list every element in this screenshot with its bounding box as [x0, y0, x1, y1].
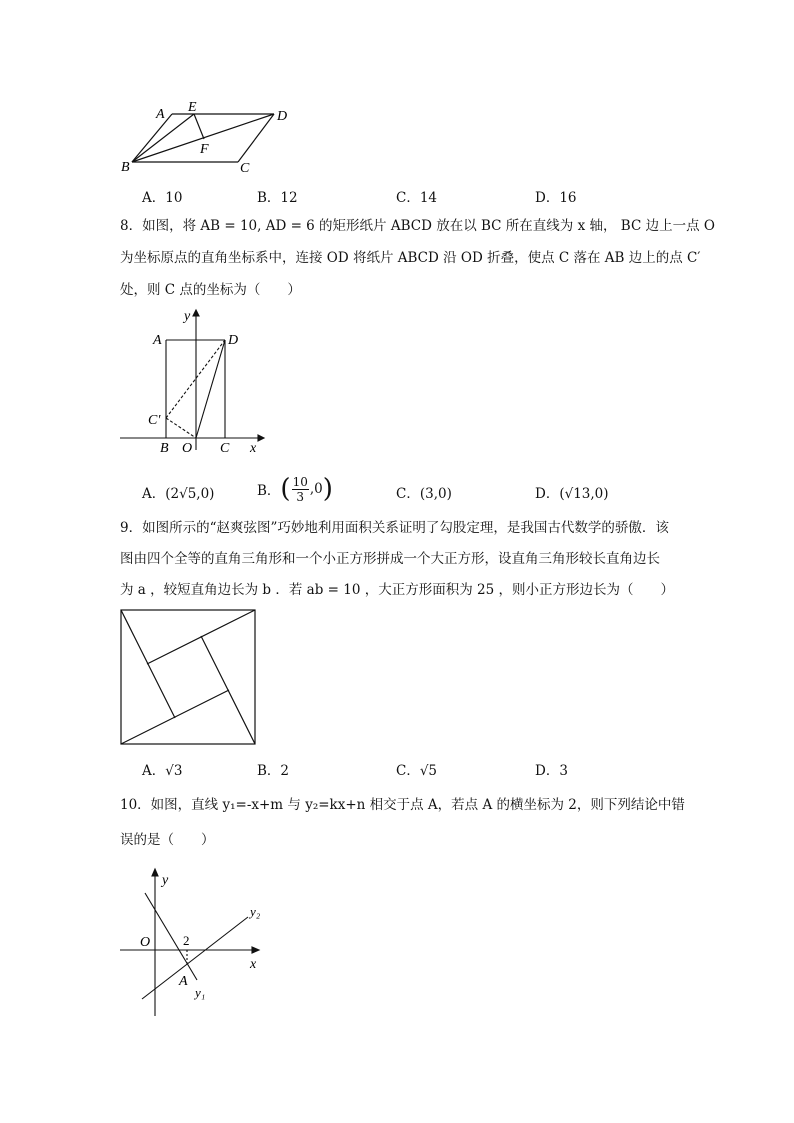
q8-label-x: x: [250, 441, 257, 455]
q8-option-d[interactable]: [535, 482, 609, 502]
q8-option-b-letter: B．: [257, 483, 281, 499]
q8-label-y: y: [184, 309, 191, 324]
q9-stem-line2: 图由四个全等的直角三角形和一个小正方形拼成一个大正方形，设直角三角形较长直角边长: [120, 551, 660, 567]
q8-label-Cprime: C′: [148, 413, 161, 428]
q9-option-d[interactable]: D．3: [535, 763, 568, 779]
q10-label-A: A: [179, 974, 188, 989]
q9-option-b[interactable]: B．2: [257, 763, 290, 779]
q7-label-C: C: [240, 161, 250, 175]
q8-y-arrow: [193, 310, 199, 316]
q10-y-arrow: [152, 869, 158, 876]
q7-label-B: B: [121, 160, 130, 175]
q7-option-c[interactable]: C．14: [396, 190, 438, 206]
q8-option-a[interactable]: [142, 482, 214, 502]
q9-line-4: [147, 610, 255, 664]
q10-x-arrow: [252, 947, 259, 953]
q8-dashed-CprimeO: [166, 418, 196, 438]
q10-figure: [115, 862, 275, 1022]
q9-line-3: [201, 636, 255, 744]
q7-option-b[interactable]: B．12: [257, 190, 298, 206]
q8-stem-line1: 8．如图，将 AB = 10, AD = 6 的矩形纸片 ABCD 放在以 BC 所在直线为 x 轴， BC 边上一点 O: [120, 218, 715, 234]
q10-label-y: y: [162, 873, 169, 888]
q9-option-c[interactable]: C．√5: [396, 763, 438, 779]
q7-side-DC: [238, 114, 274, 162]
q7-label-F: F: [200, 142, 209, 157]
q8-option-a-letter: A．: [142, 486, 166, 502]
q8-option-d-letter: D．: [535, 486, 560, 502]
q10-label-2: 2: [183, 933, 190, 948]
q10-label-x: x: [250, 957, 257, 972]
q8-x-arrow: [258, 435, 264, 441]
q7-option-a[interactable]: A．10: [142, 190, 183, 206]
q8-label-C: C: [220, 441, 230, 455]
q8-label-D: D: [228, 333, 239, 348]
q8-stem-line2: 为坐标原点的直角坐标系中，连接 OD 将纸片 ABCD 沿 OD 折叠，使点 C 落在 AB 边上的点 C′: [120, 250, 701, 266]
q10-label-y1: y₁: [195, 985, 206, 1000]
q8-option-c-value: (3,0): [419, 486, 452, 502]
q10-label-O: O: [140, 935, 151, 950]
q8-label-B: B: [160, 441, 169, 455]
q10-stem-line1: 10．如图，直线 y₁=-x+m 与 y₂=kx+n 相交于点 A，若点 A 的横坐标为 2，则下列结论中错: [120, 797, 685, 813]
q9-outer-square: [121, 610, 255, 744]
q7-figure: [110, 95, 300, 175]
q9-line-2: [121, 690, 229, 744]
q7-segment-EF: [194, 114, 204, 139]
q8-figure: [115, 305, 270, 455]
q8-label-O: O: [182, 441, 193, 455]
q7-option-d[interactable]: D．16: [535, 190, 577, 206]
q7-label-E: E: [188, 100, 197, 115]
q8-option-b-tail: ,0: [309, 481, 323, 497]
q9-stem-line1: 9．如图所示的“赵爽弦图”巧妙地利用面积关系证明了勾股定理，是我国古代数学的骄傲．该: [120, 520, 669, 536]
q8-option-a-value: (2√5,0): [165, 486, 215, 502]
q10-label-y2: y₂: [250, 904, 261, 919]
q8-option-b-open-paren: (: [280, 474, 291, 504]
q8-option-d-value: (√13,0): [559, 486, 609, 502]
q8-segment-OD: [196, 340, 225, 438]
q8-option-b-numerator: 10: [292, 474, 308, 489]
q7-label-A: A: [156, 107, 165, 122]
q8-option-b-close-paren: ): [322, 474, 333, 504]
q9-figure: [117, 606, 259, 748]
q8-stem-line3: 处，则 C 点的坐标为（ ）: [120, 282, 301, 298]
q9-stem-line3: 为 a ，较短直角边长为 b ．若 ab = 10 ，大正方形面积为 25 ，则小正方形边长为（ ）: [120, 582, 674, 598]
q8-label-A: A: [153, 333, 162, 348]
q9-option-a[interactable]: A．√3: [142, 763, 183, 779]
q8-option-c[interactable]: [396, 482, 452, 502]
q8-option-b-fraction: [292, 475, 309, 504]
q10-stem-line2: 误的是（ ）: [120, 832, 215, 848]
q7-label-D: D: [277, 109, 288, 124]
q8-option-c-letter: C．: [396, 486, 420, 502]
q8-option-b-denominator: 3: [296, 489, 305, 504]
q8-option-b[interactable]: [257, 474, 333, 504]
